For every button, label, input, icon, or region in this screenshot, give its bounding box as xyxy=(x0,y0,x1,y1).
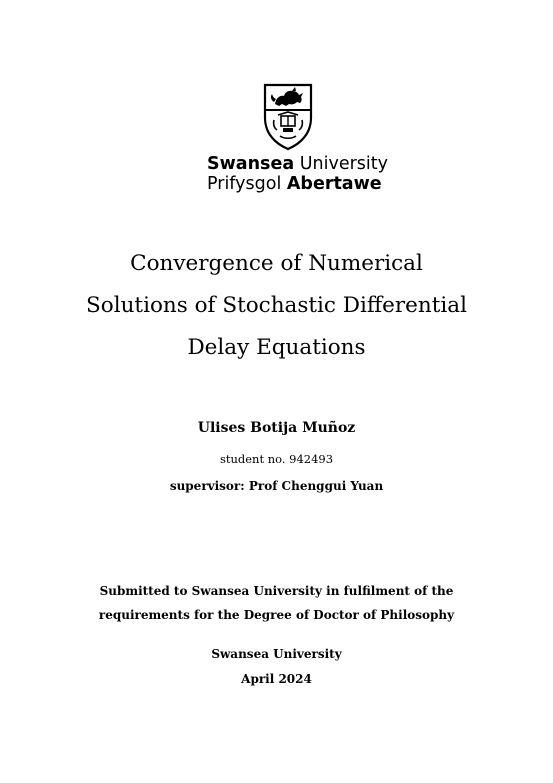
submission-date: April 2024 xyxy=(241,672,312,686)
university-name-welsh xyxy=(207,174,553,194)
university-name-en-bold: Swansea xyxy=(207,154,295,174)
thesis-title-line-3: Delay Equations xyxy=(187,335,366,360)
swansea-university-crest-icon xyxy=(262,82,314,152)
author-name: Ulises Botija Muñoz xyxy=(197,420,356,436)
student-number: student no. 942493 xyxy=(219,452,334,466)
supervisor: supervisor: Prof Chenggui Yuan xyxy=(169,479,384,493)
submission-statement-line-1: Submitted to Swansea University in fulfilment of the xyxy=(99,584,454,598)
university-name-en-regular: University xyxy=(294,154,388,174)
thesis-title-line-2: Solutions of Stochastic Differential xyxy=(86,293,467,318)
submission-statement-line-2: requirements for the Degree of Doctor of Philosophy xyxy=(98,608,455,622)
university-name-cy-regular: Prifysgol xyxy=(207,174,287,194)
thesis-title-line-1: Convergence of Numerical xyxy=(130,251,423,276)
university-name-english xyxy=(207,154,553,174)
institution-name: Swansea University xyxy=(211,647,342,661)
university-name-cy-bold: Abertawe xyxy=(286,174,382,194)
